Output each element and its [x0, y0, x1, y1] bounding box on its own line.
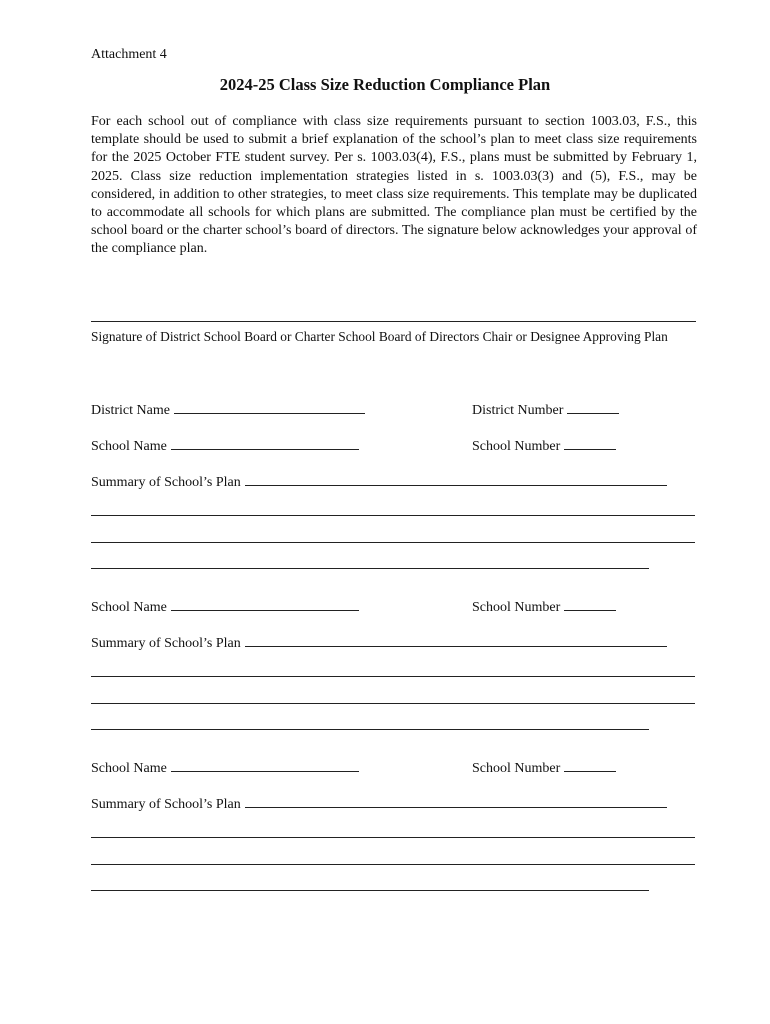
district-number-blank[interactable] [567, 401, 619, 414]
attachment-label: Attachment 4 [91, 47, 167, 62]
summary-line[interactable] [91, 676, 695, 677]
summary-field [91, 795, 667, 813]
summary-line[interactable] [91, 837, 695, 838]
school-number-blank[interactable] [564, 437, 616, 450]
summary-label: Summary of School’s Plan [91, 636, 241, 651]
school-name-label: School Name [91, 761, 167, 776]
summary-label: Summary of School’s Plan [91, 797, 241, 812]
school-name-label: School Name [91, 600, 167, 615]
summary-label: Summary of School’s Plan [91, 475, 241, 490]
school-name-label: School Name [91, 439, 167, 454]
school-name-field [91, 759, 359, 777]
school-number-field [472, 437, 616, 455]
district-number-label: District Number [472, 403, 564, 418]
summary-line[interactable] [91, 568, 649, 569]
summary-line[interactable] [91, 864, 695, 865]
school-number-label: School Number [472, 439, 561, 454]
school-number-field [472, 759, 616, 777]
summary-line[interactable] [91, 890, 649, 891]
summary-line[interactable] [91, 729, 649, 730]
summary-blank[interactable] [245, 473, 667, 486]
summary-field [91, 473, 667, 491]
school-name-field [91, 598, 359, 616]
summary-line[interactable] [91, 515, 695, 516]
school-number-field [472, 598, 616, 616]
signature-line[interactable] [91, 321, 696, 322]
district-name-label: District Name [91, 403, 170, 418]
school-name-blank[interactable] [171, 437, 359, 450]
summary-blank[interactable] [245, 795, 667, 808]
summary-blank[interactable] [245, 634, 667, 647]
page-title: 2024-25 Class Size Reduction Compliance Plan [219, 75, 551, 94]
district-name-blank[interactable] [174, 401, 365, 414]
school-name-field [91, 437, 359, 455]
school-name-blank[interactable] [171, 598, 359, 611]
district-name-field [91, 401, 365, 419]
signature-label: Signature of District School Board or Charter School Board of Directors Chair or Designee Approving Plan [91, 329, 668, 344]
school-number-blank[interactable] [564, 759, 616, 772]
district-number-field [472, 401, 619, 419]
school-name-blank[interactable] [171, 759, 359, 772]
intro-paragraph: For each school out of compliance with class size requirements pursuant to section 1003.03, F.S., this template should be used to submit a brief explanation of the school’s plan to meet class size requirements for the 2025 October FTE student survey. Per s. 1003.03(4), F.S., plans must be submitted by February 1, 2025. Class size reduction implementation strategies listed in s. 1003.03(3) and (5), F.S., may be considered, in addition to other strategies, to meet class size requirements. This template may be duplicated to accommodate all schools for which plans are submitted. The compliance plan must be certified by the school board or the charter school’s board of directors. The signature below acknowledges your approval of the compliance plan. [91, 114, 697, 257]
school-number-blank[interactable] [564, 598, 616, 611]
summary-line[interactable] [91, 542, 695, 543]
school-number-label: School Number [472, 600, 561, 615]
school-number-label: School Number [472, 761, 561, 776]
summary-line[interactable] [91, 703, 695, 704]
summary-field [91, 634, 667, 652]
